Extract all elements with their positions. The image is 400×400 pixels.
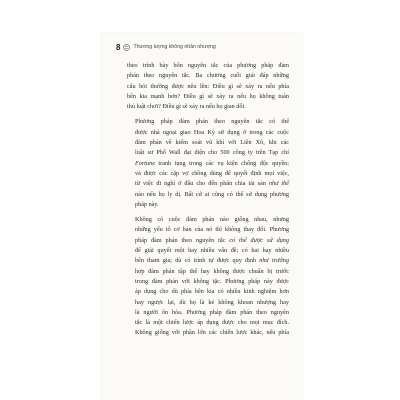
text-line: từ việc đi nghỉ ở đâu cho đến phân chia tài sản như thế <box>135 180 290 188</box>
page-body <box>127 61 289 344</box>
text-line: theo trình bày bốn nguyên tắc của phương pháp đàm <box>127 62 289 69</box>
page-header <box>116 42 296 52</box>
paragraph-2 <box>127 117 289 210</box>
text-line: pháp này. <box>135 200 159 208</box>
text-line: bên tham gia; dù có trình tự được quy định như trường <box>135 257 289 265</box>
text-line: bên kia mạnh hơn? Điều gì sẽ xảy ra nếu họ không tuân <box>127 92 289 100</box>
paragraph-1 <box>127 61 289 112</box>
book-page <box>102 33 302 400</box>
text-line: đàm phán về kiểm soát vũ khí với Liên Xô, khi các <box>135 139 289 147</box>
text-line: được nhà ngoại giao Hoa Kỳ sử dụng ở trong các cuộc <box>135 128 289 136</box>
book-title: Thương lượng không nhân nhượng <box>133 44 216 50</box>
text-line: hay ngược lại, dù họ là kẻ không khoan nhượng hay <box>135 298 289 306</box>
text-line: và được các cặp vợ chồng dùng để quyết định mọi việc, <box>135 169 289 177</box>
text-line: Không giống với phần lớn các chiến lược khác, nếu phía <box>135 329 289 337</box>
paragraph-3 <box>127 215 289 339</box>
text-line: trong đàm phán với không tặc. Phương pháp này được <box>135 277 289 285</box>
text-line: thủ luật chơi? Điều gì sẽ xảy ra nếu họ gian dối. <box>127 103 246 111</box>
page-number: 8 <box>116 42 121 52</box>
text-line: áp dụng cho dù phía bên kia có nhiều kinh nghiệm hơn <box>135 288 289 296</box>
text-line: câu hỏi thường được nêu lên: Điều gì sẽ xảy ra nếu phía <box>127 82 289 90</box>
text-line: pháp đàm phán theo nguyên tắc có thể được sử dụng <box>135 236 289 244</box>
text-line: Fortune tranh tụng trong các vụ kiện chống độc quyền; <box>135 159 289 167</box>
text-line: luật sư Phố Wall đại diện cho 500 công ty trên Tạp chí <box>135 149 289 157</box>
book-logo-icon <box>123 44 130 51</box>
text-line: để giải quyết một hay nhiều vấn đề; có hai hay nhiều <box>135 247 289 255</box>
text-line: nào nếu họ ly dị. Bất cứ ai cũng có thể sử dụng phương <box>135 190 289 198</box>
text-line: phán theo nguyên tắc. Ba chương cuối giải đáp những <box>127 72 289 80</box>
text-line: những yếu tố cơ bản của nó thì không thay đổi. Phương <box>135 226 289 234</box>
text-line: Không có cuộc đàm phán nào giống nhau, nhưng <box>135 216 289 224</box>
text-line: hợp đàm phán tập thể hay không được chuẩn bị trước <box>135 267 289 275</box>
text-line: là người ôn hòa. Phương pháp đàm phán theo nguyên <box>135 308 289 316</box>
text-line: tắc là một chiến lược áp dụng được cho mọi mục đích. <box>135 319 289 327</box>
text-line: Phương pháp đàm phán theo nguyên tắc có thể <box>135 118 289 126</box>
